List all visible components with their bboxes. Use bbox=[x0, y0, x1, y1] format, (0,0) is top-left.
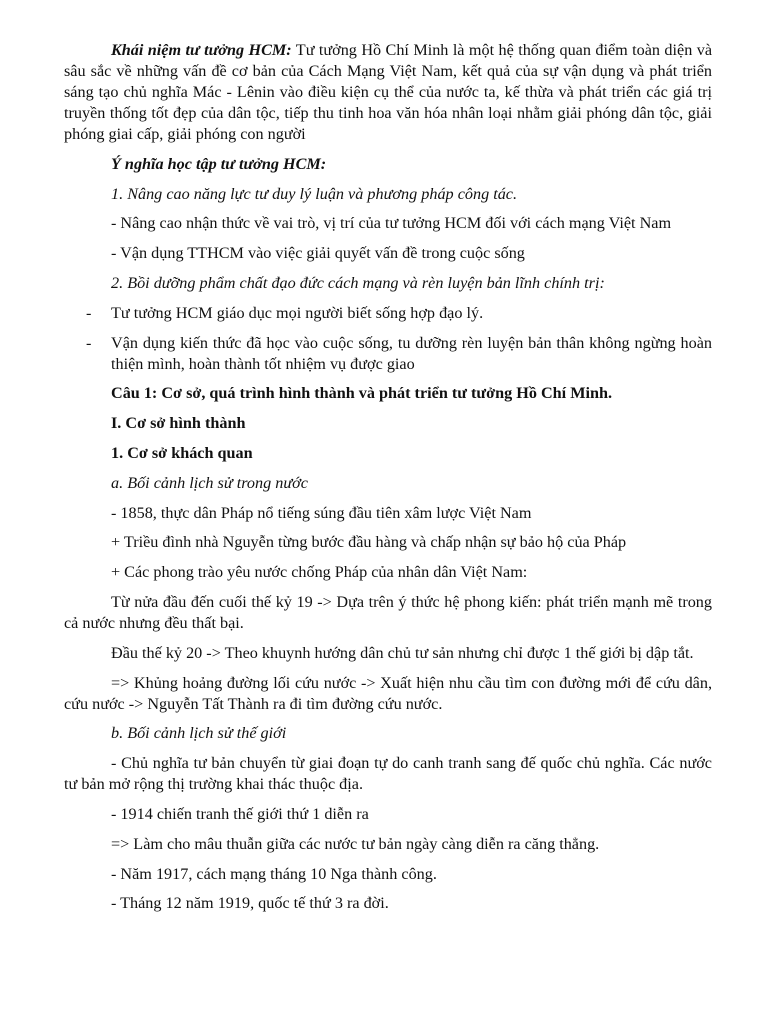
paragraph: Từ nửa đầu đến cuối thế kỷ 19 -> Dựa trên ý thức hệ phong kiến: phát triển mạnh mẽ trong cả nước nhưng đều thất bại. bbox=[64, 592, 712, 632]
section-heading-2: 1. Cơ sở khách quan bbox=[111, 443, 253, 462]
paragraph: => Khủng hoảng đường lối cứu nước -> Xuất hiện nhu cầu tìm con đường mới để cứu dân, cứu nước -> Nguyễn Tất Thành ra đi tìm đường cứu nước. bbox=[64, 673, 712, 713]
bullet-item bbox=[64, 333, 712, 375]
bullet-text: Tư tưởng HCM giáo dục mọi người biết sống hợp đạo lý. bbox=[111, 303, 484, 322]
meaning-heading: Ý nghĩa học tập tư tưởng HCM: bbox=[111, 154, 327, 173]
section-heading-1: I. Cơ sở hình thành bbox=[111, 414, 246, 433]
question-heading: Câu 1: Cơ sở, quá trình hình thành và phát triển tư tưởng Hồ Chí Minh. bbox=[111, 384, 613, 403]
bullet-marker: - bbox=[86, 303, 92, 322]
paragraph: + Triều đình nhà Nguyễn từng bước đầu hàng và chấp nhận sự bảo hộ của Pháp bbox=[111, 533, 627, 552]
meaning-sub2: 2. Bồi dưỡng phẩm chất đạo đức cách mạng và rèn luyện bản lĩnh chính trị: bbox=[111, 273, 605, 292]
paragraph: - Tháng 12 năm 1919, quốc tế thứ 3 ra đời. bbox=[111, 894, 389, 913]
intro-term: Khái niệm tư tưởng HCM: bbox=[111, 41, 292, 59]
paragraph: + Các phong trào yêu nước chống Pháp của nhân dân Việt Nam: bbox=[111, 563, 528, 582]
meaning-p1: - Nâng cao nhận thức về vai trò, vị trí của tư tưởng HCM đối với cách mạng Việt Nam bbox=[111, 214, 672, 233]
intro-text: Tư tưởng Hồ Chí Minh là một hệ thống quan điểm toàn diện và sâu sắc về những vấn đề cơ bản của Cách Mạng Việt Nam, kết quả của sự vận dụng và phát triển sáng tạo chủ nghĩa Mác - Lênin vào điều kiện cụ thể của nước ta, kế thừa và phát triển các giá trị truyền thống tốt đẹp của dân tộc, tiếp thu tinh hoa văn hóa nhân loại nhằm giải phóng dân tộc, giải phóng giai cấp, giải phóng con người bbox=[64, 41, 713, 143]
bullet-item bbox=[64, 303, 712, 324]
paragraph: => Làm cho mâu thuẫn giữa các nước tư bản ngày càng diễn ra căng thẳng. bbox=[111, 834, 600, 853]
intro-paragraph bbox=[64, 40, 712, 145]
paragraph: Đầu thế kỷ 20 -> Theo khuynh hướng dân chủ tư sản nhưng chỉ được 1 thế giới bị dập tắt. bbox=[111, 643, 694, 662]
bullet-text: Vận dụng kiến thức đã học vào cuộc sống, tu dưỡng rèn luyện bản thân không ngừng hoàn thiện mình, hoàn thành tốt nhiệm vụ được giao bbox=[111, 333, 712, 373]
subsection-a-heading: a. Bối cảnh lịch sử trong nước bbox=[111, 473, 308, 492]
meaning-sub1: 1. Nâng cao năng lực tư duy lý luận và phương pháp công tác. bbox=[111, 184, 518, 203]
meaning-p2: - Vận dụng TTHCM vào việc giải quyết vấn đề trong cuộc sống bbox=[111, 244, 525, 263]
subsection-b-heading: b. Bối cảnh lịch sử thế giới bbox=[111, 724, 287, 743]
paragraph: - 1914 chiến tranh thế giới thứ 1 diễn ra bbox=[111, 804, 369, 823]
paragraph: - 1858, thực dân Pháp nổ tiếng súng đầu tiên xâm lược Việt Nam bbox=[111, 503, 532, 522]
paragraph: - Năm 1917, cách mạng tháng 10 Nga thành công. bbox=[111, 864, 437, 883]
bullet-marker: - bbox=[86, 333, 92, 352]
paragraph: - Chủ nghĩa tư bản chuyển từ giai đoạn tự do canh tranh sang đế quốc chủ nghĩa. Các nước tư bản mở rộng thị trường khai thác thuộc địa. bbox=[64, 754, 712, 794]
